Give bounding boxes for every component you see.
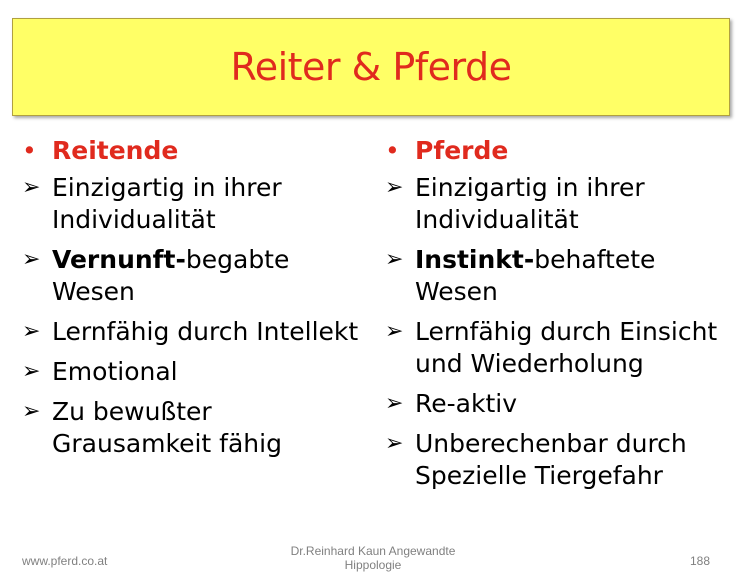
- right-heading: [385, 136, 730, 172]
- list-item: [22, 356, 362, 388]
- item-text: Zu bewußter Grausamkeit fähig: [52, 397, 282, 458]
- arrow-right-icon: ➢: [22, 359, 41, 384]
- bullet-icon: •: [22, 136, 37, 165]
- right-heading-label: Pferde: [415, 136, 509, 165]
- left-column: [22, 136, 362, 468]
- left-heading: [22, 136, 362, 172]
- list-item: [385, 172, 730, 236]
- slide-title: Reiter & Pferde: [230, 45, 512, 89]
- item-text: Einzigartig in ihrer Individualität: [415, 173, 645, 234]
- item-text: Unberechenbar durch Spezielle Tiergefahr: [415, 429, 687, 490]
- arrow-right-icon: ➢: [385, 319, 404, 344]
- item-text: Lernfähig durch Einsicht und Wiederholung: [415, 317, 718, 378]
- arrow-right-icon: ➢: [385, 391, 404, 416]
- item-text: Emotional: [52, 357, 178, 386]
- item-text: Re-aktiv: [415, 389, 517, 418]
- list-item: [22, 396, 362, 460]
- item-text: Lernfähig durch Intellekt: [52, 317, 359, 346]
- list-item: [385, 244, 730, 308]
- item-text: Einzigartig in ihrer Individualität: [52, 173, 282, 234]
- right-column: [385, 136, 730, 500]
- arrow-right-icon: ➢: [385, 431, 404, 456]
- arrow-right-icon: ➢: [22, 175, 41, 200]
- footer-website: www.pferd.co.at: [22, 554, 108, 568]
- list-item: [385, 316, 730, 380]
- left-heading-label: Reitende: [52, 136, 179, 165]
- arrow-right-icon: ➢: [22, 319, 41, 344]
- list-item: [385, 428, 730, 492]
- page-number: 188: [690, 554, 711, 568]
- list-item: [385, 388, 730, 420]
- arrow-right-icon: ➢: [385, 175, 404, 200]
- list-item: [22, 172, 362, 236]
- item-text: Vernunft-begabte Wesen: [52, 245, 290, 306]
- title-banner: [12, 18, 730, 116]
- list-item: [22, 316, 362, 348]
- arrow-right-icon: ➢: [385, 247, 404, 272]
- footer-author: Dr.Reinhard Kaun Angewandte Hippologie: [290, 544, 456, 572]
- bullet-icon: •: [385, 136, 400, 165]
- arrow-right-icon: ➢: [22, 247, 41, 272]
- arrow-right-icon: ➢: [22, 399, 41, 424]
- item-text: Instinkt-behaftete Wesen: [415, 245, 656, 306]
- list-item: [22, 244, 362, 308]
